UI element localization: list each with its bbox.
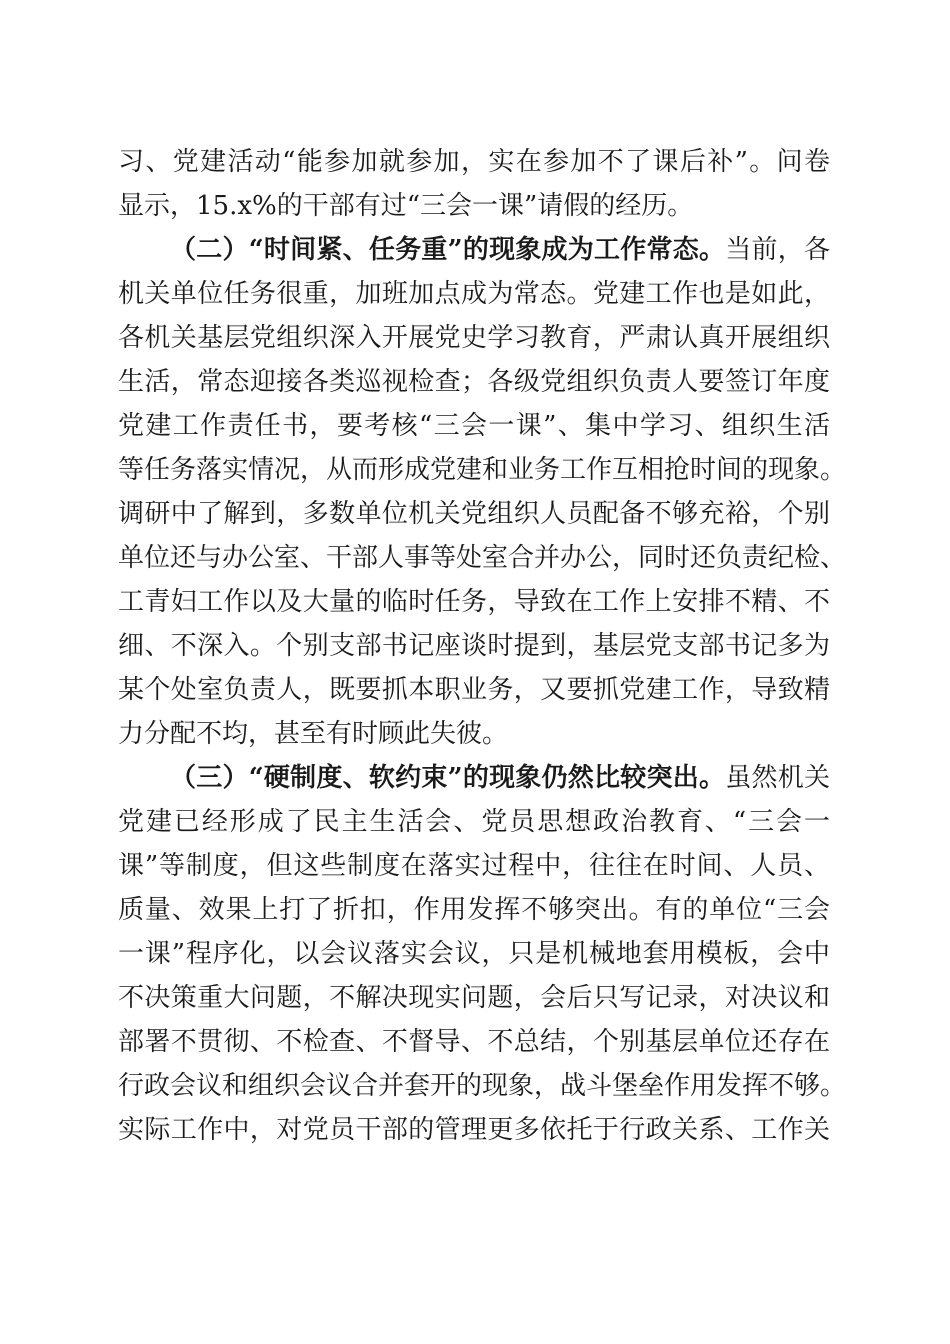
section-heading-3: （三）“硬制度、软约束”的现象仍然比较突出。 <box>170 763 726 793</box>
text-line: 生活，常态迎接各类巡视检查；各级党组织负责人要签订年度 <box>118 367 830 397</box>
body-text <box>118 140 847 1152</box>
text-line: 细、不深入。个别支部书记座谈时提到，基层党支部书记多为 <box>118 631 830 661</box>
text-line: 党建工作责任书，要考核“三会一课”、集中学习、组织生活 <box>118 411 830 441</box>
text-line: 一课”程序化，以会议落实会议，只是机械地套用模板，会中 <box>118 939 830 969</box>
text-line: 调研中了解到，多数单位机关党组织人员配备不够充裕，个别 <box>118 499 830 529</box>
heading-tail-text: 虽然机关 <box>725 763 830 793</box>
section-heading-2: （二）“时间紧、任务重”的现象成为工作常态。 <box>170 235 726 265</box>
text-line: 课”等制度，但这些制度在落实过程中，往往在时间、人员、 <box>118 851 830 881</box>
text-line: 实际工作中，对党员干部的管理更多依托于行政关系、工作关 <box>118 1115 830 1145</box>
text-line: 党建已经形成了民主生活会、党员思想政治教育、“三会一 <box>118 807 830 837</box>
text-line: 等任务落实情况，从而形成党建和业务工作互相抢时间的现象。 <box>118 455 847 485</box>
text-line: 质量、效果上打了折扣，作用发挥不够突出。有的单位“三会 <box>118 895 830 925</box>
text-line: 习、党建活动“能参加就参加，实在参加不了课后补”。问卷 <box>118 147 830 177</box>
text-line: 行政会议和组织会议合并套开的现象，战斗堡垒作用发挥不够。 <box>118 1071 847 1101</box>
text-line: 力分配不均，甚至有时顾此失彼。 <box>118 719 509 749</box>
text-line: 各机关基层党组织深入开展党史学习教育，严肃认真开展组织 <box>118 323 830 353</box>
section-heading-line <box>118 756 830 800</box>
text-line: 机关单位任务很重，加班加点成为常态。党建工作也是如此， <box>118 279 830 309</box>
text-line: 单位还与办公室、干部人事等处室合并办公，同时还负责纪检、 <box>118 543 847 573</box>
section-heading-line <box>118 228 830 272</box>
heading-tail-text: 当前，各 <box>725 235 830 265</box>
text-line: 显示，15.x%的干部有过“三会一课”请假的经历。 <box>118 191 694 221</box>
text-line: 工青妇工作以及大量的临时任务，导致在工作上安排不精、不 <box>118 587 830 617</box>
text-line: 不决策重大问题，不解决现实问题，会后只写记录，对决议和 <box>118 983 830 1013</box>
text-line: 部署不贯彻、不检查、不督导、不总结，个别基层单位还存在 <box>118 1027 830 1057</box>
text-line: 某个处室负责人，既要抓本职业务，又要抓党建工作，导致精 <box>118 675 830 705</box>
